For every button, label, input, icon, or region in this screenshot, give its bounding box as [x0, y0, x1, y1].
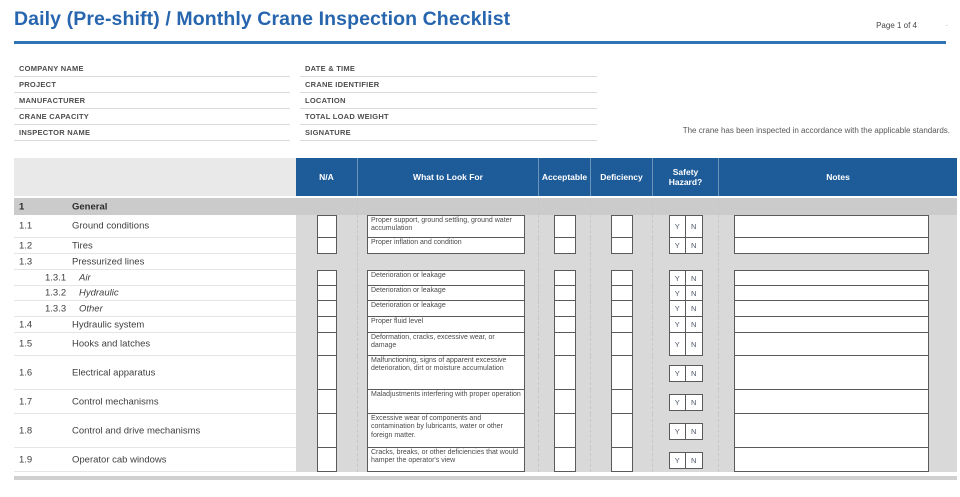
hazard-yn-group — [669, 270, 703, 286]
hazard-no-checkbox[interactable]: N — [685, 394, 703, 411]
form-field-label: INSPECTOR NAME — [19, 128, 91, 137]
safety-hazard-cell — [652, 414, 718, 448]
form-field-row — [14, 109, 290, 125]
safety-hazard-cell — [652, 198, 718, 215]
deficiency-checkbox[interactable] — [611, 285, 633, 301]
deficiency-checkbox[interactable] — [611, 413, 633, 448]
item-label-cell — [14, 238, 296, 254]
deficiency-cell — [590, 286, 652, 301]
what-to-look-for-text: Deterioration or leakage — [367, 300, 525, 317]
hazard-yes-checkbox[interactable]: Y — [669, 423, 687, 440]
na-checkbox[interactable] — [317, 447, 337, 472]
item-label-cell — [14, 333, 296, 356]
form-field-input-line[interactable] — [89, 109, 290, 124]
form-field-input-line[interactable] — [346, 93, 597, 108]
item-label-cell — [14, 448, 296, 472]
na-cell — [296, 414, 357, 448]
form-field-input-line[interactable] — [84, 61, 290, 76]
notes-cell — [718, 301, 957, 317]
item-number: 1.9 — [19, 454, 33, 465]
what-to-look-for-text: Deterioration or leakage — [367, 285, 525, 301]
notes-cell — [718, 414, 957, 448]
safety-hazard-cell — [652, 390, 718, 414]
acceptable-cell — [538, 317, 590, 333]
what-to-look-for-text: Maladjustments interfering with proper operation — [367, 389, 525, 414]
hazard-yn-group — [669, 394, 703, 411]
item-label-cell — [14, 215, 296, 238]
what-to-look-for-cell — [357, 215, 538, 238]
form-field-row — [300, 109, 597, 125]
acceptable-cell — [538, 333, 590, 356]
hazard-yn-group — [669, 316, 703, 333]
notes-input[interactable] — [734, 215, 929, 238]
hazard-yes-checkbox[interactable]: Y — [669, 365, 687, 382]
table-row — [14, 198, 957, 215]
safety-hazard-cell — [652, 215, 718, 238]
notes-input[interactable] — [734, 332, 929, 356]
item-name: Operator cab windows — [72, 454, 167, 465]
hazard-yn-group — [669, 300, 703, 317]
form-field-label: TOTAL LOAD WEIGHT — [305, 112, 389, 121]
item-name: Hooks and latches — [72, 338, 151, 350]
item-number: 1.8 — [19, 425, 33, 436]
notes-cell — [718, 215, 957, 238]
na-checkbox[interactable] — [317, 300, 337, 317]
table-row — [14, 317, 957, 333]
what-to-look-for-text: Proper support, ground settling, ground water accumulation — [367, 215, 525, 238]
na-checkbox[interactable] — [317, 316, 337, 333]
notes-cell — [718, 333, 957, 356]
hazard-no-checkbox[interactable]: N — [685, 452, 703, 469]
form-field-row — [14, 61, 290, 77]
acceptable-cell — [538, 270, 590, 286]
na-cell — [296, 333, 357, 356]
form-field-label: COMPANY NAME — [19, 64, 84, 73]
what-to-look-for-text: Excessive wear of components and contamination by lubricants, water or other foreign matter. — [367, 413, 525, 448]
table-row — [14, 286, 957, 301]
acceptable-checkbox[interactable] — [554, 413, 576, 448]
acceptable-cell — [538, 414, 590, 448]
acceptable-cell — [538, 356, 590, 390]
item-name: Hydraulic system — [72, 319, 145, 330]
deficiency-checkbox[interactable] — [611, 215, 633, 238]
item-label-cell — [14, 390, 296, 414]
item-name: General — [72, 201, 108, 212]
deficiency-cell — [590, 317, 652, 333]
form-field-input-line[interactable] — [355, 61, 597, 76]
safety-hazard-cell — [652, 333, 718, 356]
item-name: Hydraulic — [79, 287, 119, 299]
form-field-row — [300, 61, 597, 77]
what-to-look-for-cell — [357, 198, 538, 215]
hazard-yes-checkbox[interactable]: Y — [669, 215, 687, 238]
hazard-no-checkbox[interactable]: N — [685, 316, 703, 333]
na-cell — [296, 448, 357, 472]
what-to-look-for-cell — [357, 448, 538, 472]
what-to-look-for-text: Proper inflation and condition — [367, 237, 525, 254]
na-cell — [296, 317, 357, 333]
notes-cell — [718, 238, 957, 254]
what-to-look-for-cell — [357, 286, 538, 301]
hazard-no-checkbox[interactable]: N — [685, 270, 703, 286]
what-to-look-for-text: Deterioration or leakage — [367, 270, 525, 286]
what-to-look-for-text: Deformation, cracks, excessive wear, or damage — [367, 332, 525, 356]
item-name: Air — [79, 272, 91, 283]
hazard-yes-checkbox[interactable]: Y — [669, 300, 687, 317]
acceptable-cell — [538, 390, 590, 414]
item-label-cell — [14, 254, 296, 270]
item-number: 1.5 — [19, 338, 33, 350]
form-field-row — [14, 77, 290, 93]
acceptable-cell — [538, 448, 590, 472]
acceptable-checkbox[interactable] — [554, 389, 576, 414]
acceptable-cell — [538, 215, 590, 238]
deficiency-cell — [590, 333, 652, 356]
item-number: 1.3.2 — [45, 287, 67, 299]
what-to-look-for-cell — [357, 270, 538, 286]
table-row — [14, 215, 957, 238]
na-cell — [296, 270, 357, 286]
item-label-cell — [14, 198, 296, 215]
item-number: 1.7 — [19, 396, 33, 407]
header-notes: Notes — [718, 158, 957, 196]
item-number: 1.6 — [19, 367, 33, 378]
acceptable-cell — [538, 301, 590, 317]
deficiency-cell — [590, 390, 652, 414]
item-number: 1.3 — [19, 256, 33, 267]
what-to-look-for-text: Proper fluid level — [367, 316, 525, 333]
item-label-cell — [14, 356, 296, 390]
form-field-label: CRANE CAPACITY — [19, 112, 90, 121]
hazard-no-checkbox[interactable]: N — [685, 237, 703, 254]
header-what-to-look-for: What to Look For — [357, 158, 538, 196]
na-cell — [296, 390, 357, 414]
na-cell — [296, 286, 357, 301]
what-to-look-for-text: Malfunctioning, signs of apparent excessive deterioration, dirt or moisture accumulation — [367, 355, 525, 390]
notes-input[interactable] — [734, 270, 929, 286]
deficiency-checkbox[interactable] — [611, 270, 633, 286]
hazard-yes-checkbox[interactable]: Y — [669, 237, 687, 254]
acceptable-checkbox[interactable] — [554, 300, 576, 317]
deficiency-cell — [590, 198, 652, 215]
safety-hazard-cell — [652, 301, 718, 317]
table-row — [14, 254, 957, 270]
acceptable-checkbox[interactable] — [554, 237, 576, 254]
hazard-yn-group — [669, 452, 703, 469]
header-na: N/A — [296, 158, 357, 196]
table-header — [14, 158, 957, 196]
acceptable-checkbox[interactable] — [554, 316, 576, 333]
na-checkbox[interactable] — [317, 237, 337, 254]
page-title: Daily (Pre-shift) / Monthly Crane Inspection Checklist — [14, 8, 511, 30]
deficiency-checkbox[interactable] — [611, 447, 633, 472]
item-number: 1 — [19, 201, 25, 212]
form-field-label: PROJECT — [19, 80, 57, 89]
what-to-look-for-cell — [357, 333, 538, 356]
form-field-row — [300, 77, 597, 93]
notes-input[interactable] — [734, 285, 929, 301]
na-checkbox[interactable] — [317, 355, 337, 390]
item-number: 1.3.1 — [45, 272, 67, 283]
acceptable-checkbox[interactable] — [554, 215, 576, 238]
item-name: Ground conditions — [72, 220, 150, 232]
hazard-yn-group — [669, 365, 703, 382]
table-body — [14, 198, 957, 472]
item-name: Other — [79, 303, 103, 314]
notes-cell — [718, 390, 957, 414]
form-field-row — [14, 125, 290, 141]
na-cell — [296, 198, 357, 215]
notes-input[interactable] — [734, 389, 929, 414]
table-row — [14, 270, 957, 286]
form-fields-right-column — [300, 61, 597, 141]
hazard-yes-checkbox[interactable]: Y — [669, 285, 687, 301]
notes-input[interactable] — [734, 316, 929, 333]
form-field-label: MANUFACTURER — [19, 96, 86, 105]
hazard-no-checkbox[interactable]: N — [685, 365, 703, 382]
notes-cell — [718, 317, 957, 333]
deficiency-cell — [590, 215, 652, 238]
item-name: Control and drive mechanisms — [72, 425, 201, 436]
page-number: Page 1 of 4 — [876, 21, 917, 30]
na-cell — [296, 215, 357, 238]
table-row — [14, 238, 957, 254]
form-field-input-line[interactable] — [389, 109, 597, 124]
item-label-cell — [14, 317, 296, 333]
notes-input[interactable] — [734, 355, 929, 390]
table-row — [14, 333, 957, 356]
form-field-row — [300, 125, 597, 141]
table-header-spacer — [14, 158, 296, 196]
deficiency-checkbox[interactable] — [611, 389, 633, 414]
safety-hazard-cell — [652, 356, 718, 390]
hazard-yes-checkbox[interactable]: Y — [669, 270, 687, 286]
table-row — [14, 390, 957, 414]
hazard-no-checkbox[interactable]: N — [685, 332, 703, 356]
form-field-input-line[interactable] — [90, 125, 290, 140]
item-name: Electrical apparatus — [72, 367, 156, 378]
notes-cell — [718, 254, 957, 270]
item-name: Control mechanisms — [72, 396, 159, 407]
deficiency-cell — [590, 238, 652, 254]
table-row — [14, 356, 957, 390]
na-cell — [296, 254, 357, 270]
deficiency-cell — [590, 356, 652, 390]
what-to-look-for-cell — [357, 390, 538, 414]
na-checkbox[interactable] — [317, 215, 337, 238]
hazard-no-checkbox[interactable]: N — [685, 423, 703, 440]
what-to-look-for-cell — [357, 356, 538, 390]
na-checkbox[interactable] — [317, 413, 337, 448]
table-bottom-border — [14, 476, 957, 480]
page-number-suffix: . — [945, 19, 948, 28]
what-to-look-for-text: Cracks, breaks, or other deficiencies that would hamper the operator's view — [367, 447, 525, 472]
form-field-input-line[interactable] — [351, 125, 597, 140]
acceptable-checkbox[interactable] — [554, 355, 576, 390]
deficiency-checkbox[interactable] — [611, 332, 633, 356]
what-to-look-for-cell — [357, 301, 538, 317]
acceptable-cell — [538, 254, 590, 270]
deficiency-cell — [590, 301, 652, 317]
safety-hazard-cell — [652, 270, 718, 286]
item-number: 1.2 — [19, 240, 33, 251]
acceptable-checkbox[interactable] — [554, 447, 576, 472]
form-field-input-line[interactable] — [56, 77, 290, 92]
na-checkbox[interactable] — [317, 332, 337, 356]
deficiency-checkbox[interactable] — [611, 316, 633, 333]
item-number: 1.4 — [19, 319, 33, 330]
notes-input[interactable] — [734, 447, 929, 472]
hazard-yes-checkbox[interactable]: Y — [669, 394, 687, 411]
what-to-look-for-cell — [357, 254, 538, 270]
item-label-cell — [14, 270, 296, 286]
deficiency-cell — [590, 254, 652, 270]
acceptable-checkbox[interactable] — [554, 332, 576, 356]
na-cell — [296, 238, 357, 254]
hazard-yn-group — [669, 332, 703, 356]
acceptable-cell — [538, 198, 590, 215]
notes-cell — [718, 198, 957, 215]
acceptable-checkbox[interactable] — [554, 285, 576, 301]
na-checkbox[interactable] — [317, 389, 337, 414]
what-to-look-for-cell — [357, 317, 538, 333]
acceptable-cell — [538, 286, 590, 301]
deficiency-cell — [590, 270, 652, 286]
form-field-label: LOCATION — [305, 96, 346, 105]
title-underline — [14, 41, 946, 44]
hazard-yn-group — [669, 215, 703, 238]
inspection-statement: The crane has been inspected in accordance with the applicable standards. — [682, 126, 950, 135]
deficiency-cell — [590, 448, 652, 472]
item-name: Pressurized lines — [72, 256, 145, 267]
acceptable-cell — [538, 238, 590, 254]
table-row — [14, 301, 957, 317]
form-field-input-line[interactable] — [85, 93, 290, 108]
item-name: Tires — [72, 240, 93, 251]
header-acceptable: Acceptable — [538, 158, 590, 196]
hazard-yes-checkbox[interactable]: Y — [669, 332, 687, 356]
what-to-look-for-cell — [357, 238, 538, 254]
item-label-cell — [14, 286, 296, 301]
form-field-label: SIGNATURE — [305, 128, 351, 137]
header-safety-hazard: Safety Hazard? — [652, 158, 718, 196]
safety-hazard-cell — [652, 317, 718, 333]
notes-cell — [718, 286, 957, 301]
item-number: 1.1 — [19, 220, 33, 232]
hazard-no-checkbox[interactable]: N — [685, 285, 703, 301]
header-deficiency: Deficiency — [590, 158, 652, 196]
hazard-no-checkbox[interactable]: N — [685, 215, 703, 238]
acceptable-checkbox[interactable] — [554, 270, 576, 286]
na-checkbox[interactable] — [317, 270, 337, 286]
hazard-no-checkbox[interactable]: N — [685, 300, 703, 317]
item-number: 1.3.3 — [45, 303, 67, 314]
safety-hazard-cell — [652, 286, 718, 301]
hazard-yes-checkbox[interactable]: Y — [669, 452, 687, 469]
notes-cell — [718, 448, 957, 472]
form-field-label: DATE & TIME — [305, 64, 356, 73]
notes-input[interactable] — [734, 413, 929, 448]
safety-hazard-cell — [652, 448, 718, 472]
deficiency-checkbox[interactable] — [611, 300, 633, 317]
form-field-row — [14, 93, 290, 109]
na-checkbox[interactable] — [317, 285, 337, 301]
na-cell — [296, 301, 357, 317]
table-row — [14, 448, 957, 472]
safety-hazard-cell — [652, 238, 718, 254]
form-field-row — [300, 93, 597, 109]
notes-cell — [718, 356, 957, 390]
hazard-yn-group — [669, 423, 703, 440]
notes-input[interactable] — [734, 300, 929, 317]
na-cell — [296, 356, 357, 390]
safety-hazard-cell — [652, 254, 718, 270]
deficiency-checkbox[interactable] — [611, 355, 633, 390]
form-fields-left-column — [14, 61, 290, 141]
deficiency-cell — [590, 414, 652, 448]
hazard-yn-group — [669, 237, 703, 254]
item-label-cell — [14, 301, 296, 317]
form-field-label: CRANE IDENTIFIER — [305, 80, 380, 89]
form-field-input-line[interactable] — [379, 77, 597, 92]
hazard-yn-group — [669, 285, 703, 301]
item-label-cell — [14, 414, 296, 448]
hazard-yes-checkbox[interactable]: Y — [669, 316, 687, 333]
notes-input[interactable] — [734, 237, 929, 254]
notes-cell — [718, 270, 957, 286]
deficiency-checkbox[interactable] — [611, 237, 633, 254]
what-to-look-for-cell — [357, 414, 538, 448]
table-row — [14, 414, 957, 448]
